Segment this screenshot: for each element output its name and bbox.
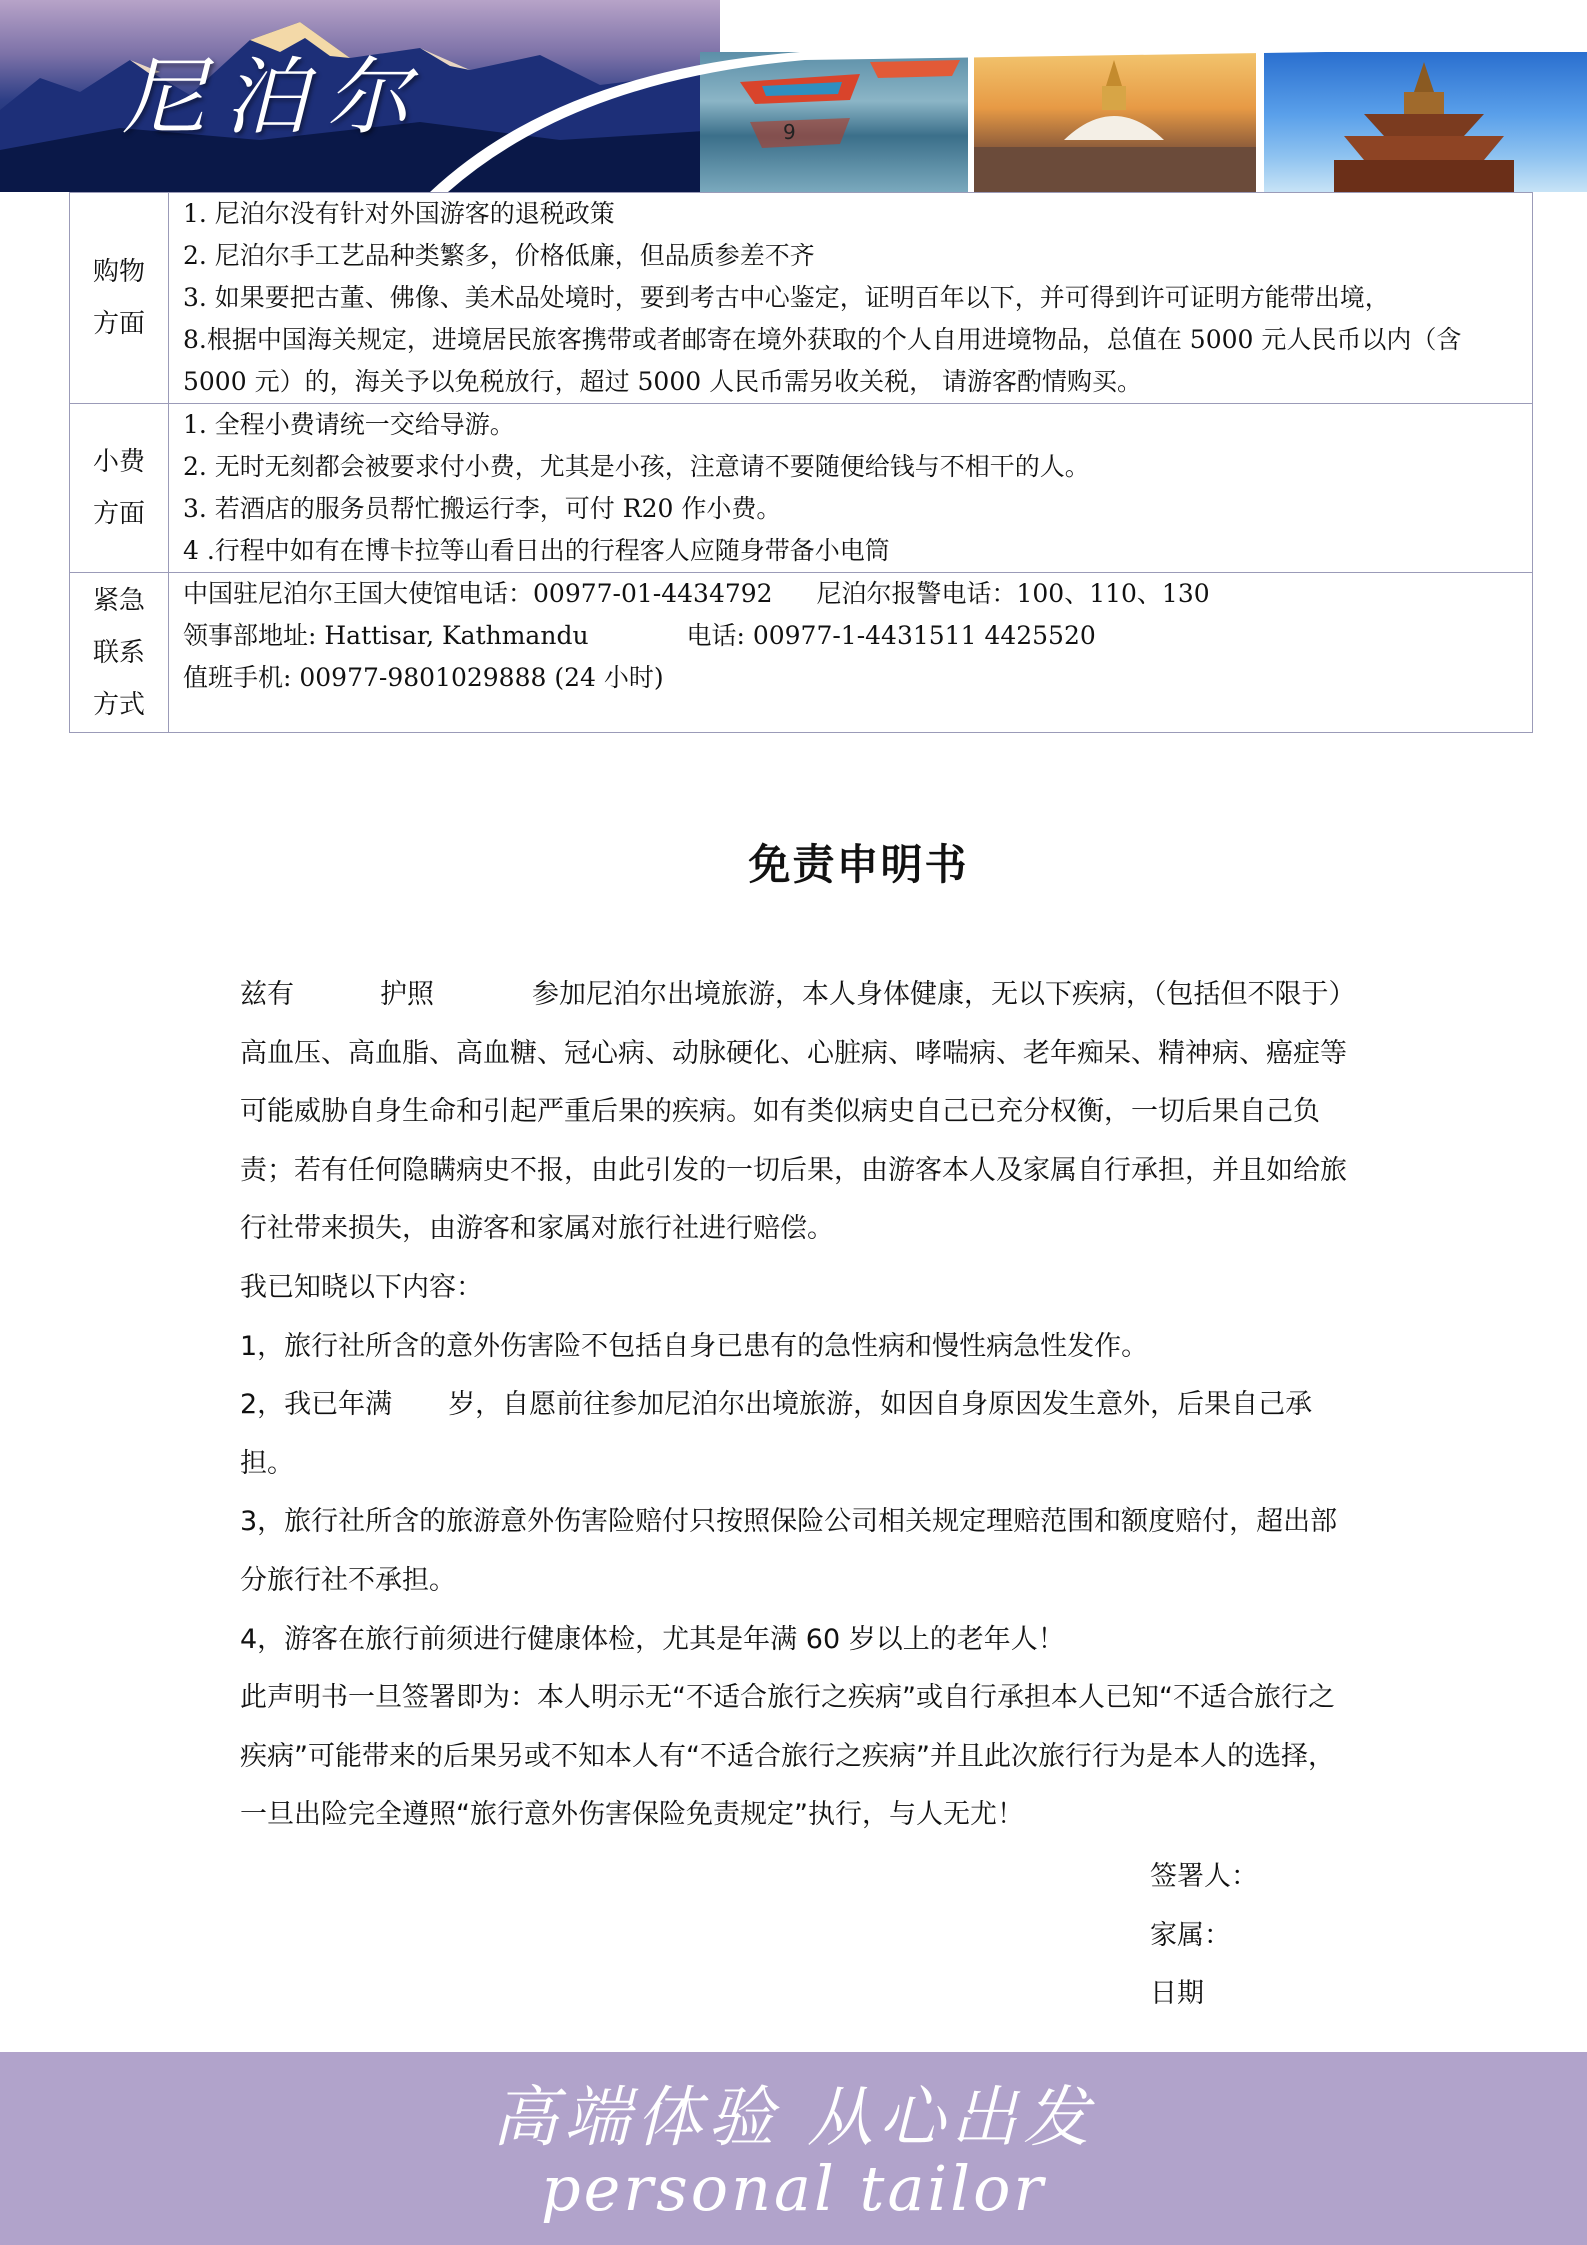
header-banner bbox=[0, 0, 1587, 192]
disclaimer-item-2 bbox=[240, 1376, 1348, 1493]
footer-slogan: 高端体验 从心出发 bbox=[492, 2079, 1095, 2156]
consulate-address: 领事部地址: Hattisar, Kathmandu bbox=[183, 621, 589, 650]
list-item: 3. 若酒店的服务员帮忙搬运行李，可付 R20 作小费。 bbox=[183, 494, 782, 523]
label-line: 方面 bbox=[92, 499, 145, 529]
row-content-shopping bbox=[169, 193, 1533, 404]
table-row-tips bbox=[70, 404, 1533, 573]
signature-block bbox=[1150, 1848, 1258, 2024]
intro-part: 护照 bbox=[380, 979, 434, 1010]
banner-title: 尼泊尔 bbox=[122, 48, 429, 146]
row-label-tips bbox=[70, 404, 169, 573]
signer-label: 签署人： bbox=[1150, 1861, 1258, 1892]
contact-line bbox=[183, 573, 1520, 615]
item2-part: 岁，自愿前往参加尼泊尔出境旅游，如因自身原因发生意外，后果自己承担。 bbox=[240, 1389, 1313, 1479]
table-row-emergency bbox=[70, 573, 1533, 733]
page-number: 9 bbox=[783, 120, 796, 144]
disclaimer-item-4: 4，游客在旅行前须进行健康体检，尤其是年满 60 岁以上的老年人！ bbox=[240, 1623, 1065, 1655]
list-item: 1. 全程小费请统一交给导游。 bbox=[183, 410, 515, 439]
date-label: 日期 bbox=[1150, 1978, 1204, 2010]
disclaimer-intro bbox=[240, 966, 1348, 1259]
list-item: 1. 尼泊尔没有针对外国游客的退税政策 bbox=[183, 199, 615, 228]
table-row-shopping bbox=[70, 193, 1533, 404]
list-item: 2. 尼泊尔手工艺品种类繁多，价格低廉，但品质参差不齐 bbox=[183, 241, 815, 270]
list-item: 8.根据中国海关规定，进境居民旅客携带或者邮寄在境外获取的个人自用进境物品，总值在 5000 元人民币以内（含 5000 元）的，海关予以免税放行，超过 5000 人民币需另收关税， 请游客酌情购买。 bbox=[183, 325, 1462, 396]
label-line: 小费 bbox=[92, 447, 145, 477]
intro-part: 参加尼泊尔出境旅游，本人身体健康，无以下疾病，（包括但不限于）高血压、高血脂、高血糖、冠心病、动脉硬化、心脏病、哮喘病、老年痴呆、精神病、癌症等可能威胁自身生命和引起严重后果的疾病。如有类似病史自己已充分权衡，一切后果自己负责；若有任何隐瞒病史不报，由此引发的一切后果，由游客本人及家属自行承担，并且如给旅行社带来损失，由游客和家属对旅行社进行赔偿。 bbox=[240, 979, 1347, 1245]
row-content-emergency bbox=[169, 573, 1533, 733]
row-label-emergency bbox=[70, 573, 169, 733]
label-line: 方面 bbox=[92, 309, 145, 339]
row-content-tips bbox=[169, 404, 1533, 573]
intro-part: 兹有 bbox=[240, 979, 294, 1010]
embassy-phone: 中国驻尼泊尔王国大使馆电话：00977-01-4434792 bbox=[183, 579, 773, 608]
info-table bbox=[69, 192, 1533, 733]
footer-subtitle: personal tailor bbox=[540, 2152, 1047, 2225]
family-label: 家属： bbox=[1150, 1919, 1231, 1951]
row-label-shopping bbox=[70, 193, 169, 404]
label-line: 联系 bbox=[92, 637, 145, 668]
police-phone: 尼泊尔报警电话：100、110、130 bbox=[816, 579, 1210, 608]
consulate-phone: 电话: 00977-1-4431511 4425520 bbox=[686, 621, 1096, 650]
list-item: 2. 无时无刻都会被要求付小费，尤其是小孩，注意请不要随便给钱与不相干的人。 bbox=[183, 452, 1090, 481]
footer-banner bbox=[0, 2052, 1587, 2245]
disclaimer-body bbox=[240, 966, 1348, 1845]
disclaimer-closing: 此声明书一旦签署即为：本人明示无“不适合旅行之疾病”或自行承担本人已知“不适合旅行之疾病”可能带来的后果另或不知本人有“不适合旅行之疾病”并且此次旅行行为是本人的选择，一旦出险完全遵照“旅行意外伤害保险免责规定”执行，与人无尤！ bbox=[240, 1682, 1335, 1831]
contact-line bbox=[183, 615, 1520, 657]
disclaimer-title: 免责申明书 bbox=[748, 840, 969, 889]
label-line: 紧急 bbox=[92, 585, 145, 616]
duty-mobile: 值班手机: 00977-9801029888 (24 小时) bbox=[183, 663, 664, 692]
disclaimer-known: 我已知晓以下内容： bbox=[240, 1271, 483, 1303]
label-line: 方式 bbox=[92, 689, 145, 720]
label-line: 购物 bbox=[92, 257, 145, 287]
list-item: 3. 如果要把古董、佛像、美术品处境时，要到考古中心鉴定，证明百年以下，并可得到许可证明方能带出境， bbox=[183, 283, 1390, 312]
disclaimer-item-1: 1，旅行社所含的意外伤害险不包括自身已患有的急性病和慢性病急性发作。 bbox=[240, 1330, 1149, 1362]
list-item: 4 .行程中如有在博卡拉等山看日出的行程客人应随身带备小电筒 bbox=[183, 536, 890, 565]
item2-part: 2，我已年满 bbox=[240, 1389, 393, 1421]
disclaimer-item-3: 3，旅行社所含的旅游意外伤害险赔付只按照保险公司相关规定理赔范围和额度赔付，超出部分旅行社不承担。 bbox=[240, 1506, 1338, 1596]
